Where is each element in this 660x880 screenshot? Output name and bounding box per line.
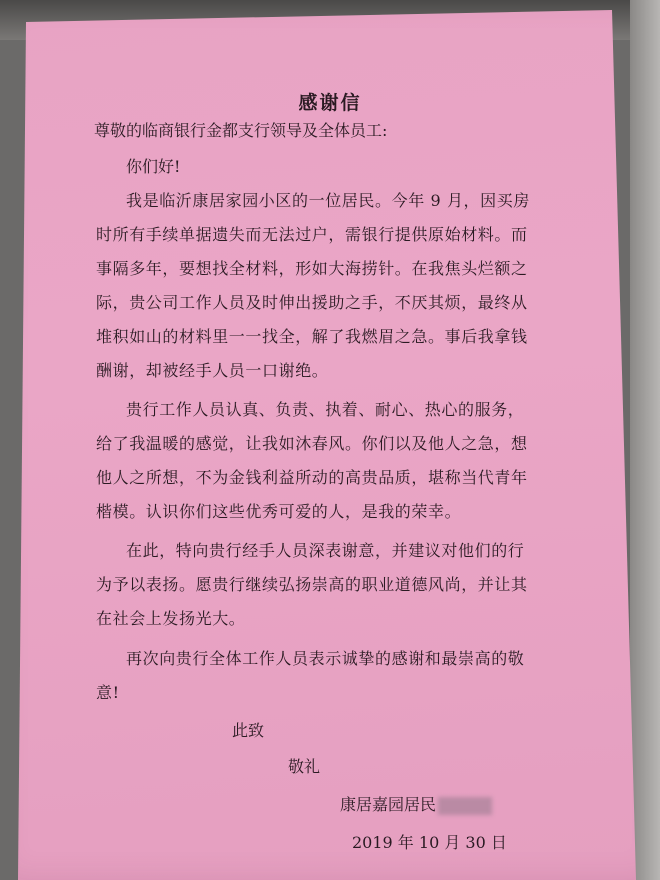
body-line: 酬谢，却被经手人员一口谢绝。 xyxy=(96,361,329,380)
body-line: 为予以表扬。愿贵行继续弘扬崇高的职业道德风尚，并让其 xyxy=(96,575,528,594)
body-line: 时所有手续单据遗失而无法过户，需银行提供原始材料。而 xyxy=(96,225,528,244)
closing-cizhi: 此致 xyxy=(232,721,265,740)
background-right xyxy=(630,0,660,880)
closing-jingli: 敬礼 xyxy=(288,757,321,776)
body-line: 在社会上发扬光大。 xyxy=(96,609,246,628)
body-line: 再次向贵行全体工作人员表示诚挚的感谢和最崇高的敬 xyxy=(126,649,525,668)
signature: 康居嘉园居民 xyxy=(340,795,437,814)
body-line: 给了我温暖的感觉，让我如沐春风。你们以及他人之急，想 xyxy=(96,434,528,453)
signature-line xyxy=(340,792,492,815)
body-line: 楷模。认识你们这些优秀可爱的人，是我的荣幸。 xyxy=(96,502,462,521)
body-line: 贵行工作人员认真、负责、执着、耐心、热心的服务， xyxy=(126,400,525,419)
letter-greeting: 尊敬的临商银行金都支行领导及全体员工: xyxy=(94,121,388,140)
redacted-name-block xyxy=(438,797,492,815)
body-line: 我是临沂康居家园小区的一位居民。今年 9 月，因买房 xyxy=(126,191,530,210)
body-line: 意! xyxy=(96,683,120,702)
letter-title: 感谢信 xyxy=(298,92,362,114)
body-line: 堆积如山的材料里一一找全，解了我燃眉之急。事后我拿钱 xyxy=(96,327,528,346)
letter-date: 2019 年 10 月 30 日 xyxy=(352,833,507,852)
body-line: 在此，特向贵行经手人员深表谢意，并建议对他们的行 xyxy=(126,541,525,560)
body-line: 他人之所想，不为金钱利益所动的高贵品质，堪称当代青年 xyxy=(96,468,528,487)
letter-salutation: 你们好! xyxy=(126,157,181,176)
body-line: 际，贵公司工作人员及时伸出援助之手，不厌其烦，最终从 xyxy=(96,293,528,312)
body-line: 事隔多年，要想找全材料，形如大海捞针。在我焦头烂额之 xyxy=(96,259,528,278)
